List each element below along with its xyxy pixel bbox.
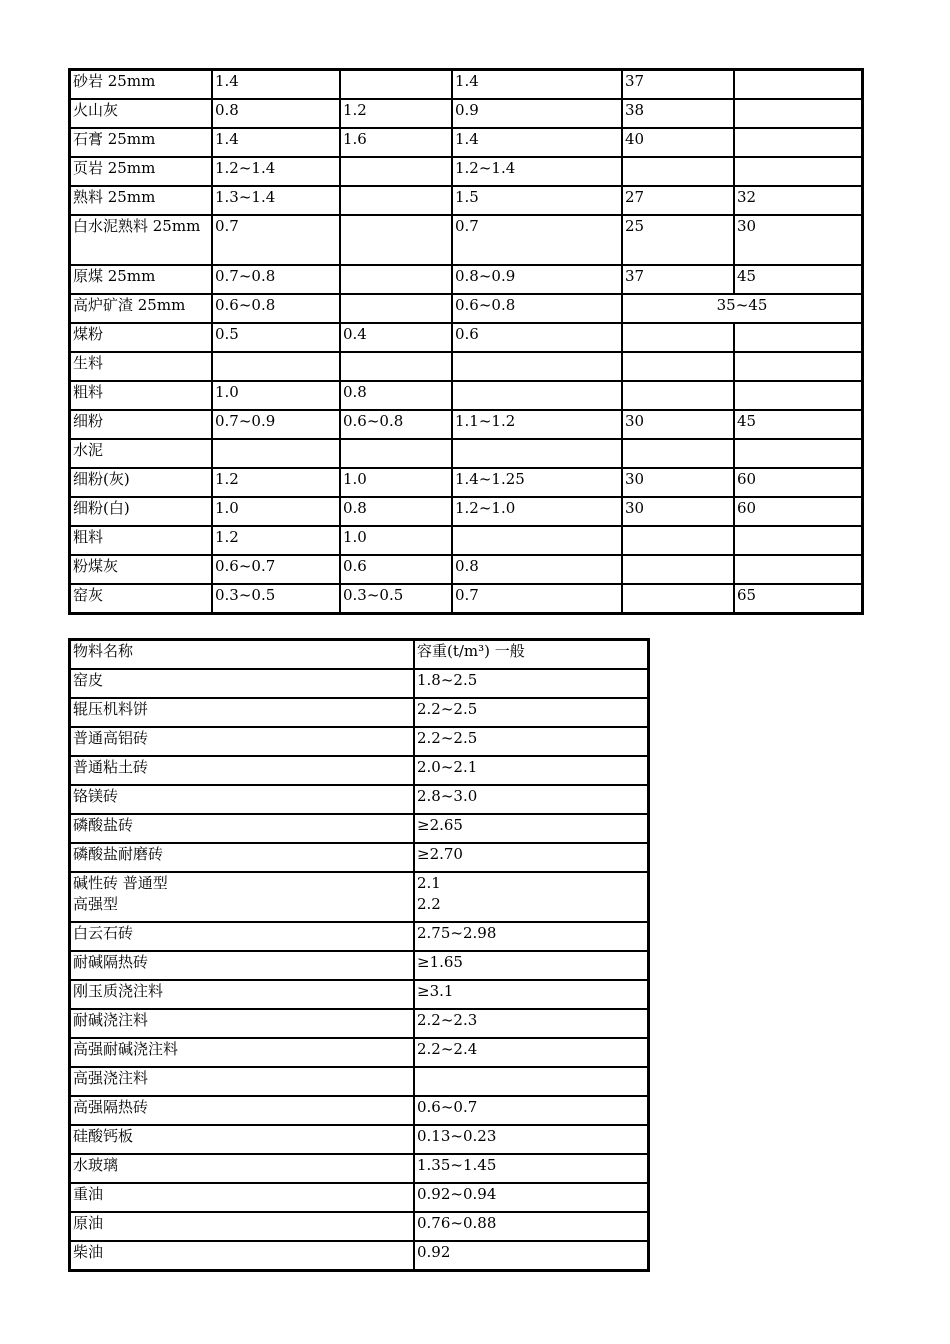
table-row	[70, 1096, 648, 1125]
table-row	[70, 1067, 648, 1096]
value-cell	[734, 128, 862, 157]
density-value: 2.2~2.5	[414, 698, 648, 727]
value-cell: 37	[622, 265, 734, 294]
value-cell: 1.0	[212, 497, 340, 526]
value-cell: 0.8	[340, 381, 452, 410]
table-row	[70, 381, 862, 410]
value-cell: 0.8	[452, 555, 622, 584]
value-cell: 1.0	[212, 381, 340, 410]
value-cell: 1.4	[212, 128, 340, 157]
column-header-density: 容重(t/m³) 一般	[414, 640, 648, 669]
value-cell: 0.8	[212, 99, 340, 128]
material-name: 重油	[70, 1183, 414, 1212]
value-cell	[622, 555, 734, 584]
value-cell: 1.4	[452, 128, 622, 157]
material-name: 细粉	[70, 410, 212, 439]
value-cell	[212, 439, 340, 468]
table-row	[70, 698, 648, 727]
table-row	[70, 1038, 648, 1067]
value-cell	[452, 439, 622, 468]
material-name: 普通粘土砖	[70, 756, 414, 785]
value-cell	[622, 381, 734, 410]
value-cell	[340, 265, 452, 294]
material-name: 高强隔热砖	[70, 1096, 414, 1125]
material-name: 硅酸钙板	[70, 1125, 414, 1154]
material-name: 火山灰	[70, 99, 212, 128]
value-cell: 0.7~0.8	[212, 265, 340, 294]
value-cell: 30	[622, 468, 734, 497]
value-cell: 1.3~1.4	[212, 186, 340, 215]
value-cell: 0.7	[452, 584, 622, 613]
material-name: 辊压机料饼	[70, 698, 414, 727]
density-value: 0.6~0.7	[414, 1096, 648, 1125]
table-row	[70, 439, 862, 468]
material-name: 粗料	[70, 526, 212, 555]
material-name: 细粉(白)	[70, 497, 212, 526]
table-row	[70, 814, 648, 843]
value-cell	[340, 352, 452, 381]
material-name: 磷酸盐耐磨砖	[70, 843, 414, 872]
value-cell: 60	[734, 497, 862, 526]
value-cell: 1.0	[340, 526, 452, 555]
material-name: 高炉矿渣 25mm	[70, 294, 212, 323]
table-row	[70, 669, 648, 698]
value-cell	[340, 157, 452, 186]
table-row	[70, 843, 648, 872]
density-value-line: 2.1	[417, 874, 441, 892]
density-value	[414, 872, 648, 922]
value-cell: 30	[734, 215, 862, 265]
material-name: 白云石砖	[70, 922, 414, 951]
value-cell	[622, 352, 734, 381]
density-value: 2.8~3.0	[414, 785, 648, 814]
value-cell: 0.6~0.7	[212, 555, 340, 584]
table-row	[70, 526, 862, 555]
table-row	[70, 352, 862, 381]
table-row	[70, 157, 862, 186]
value-cell	[734, 70, 862, 99]
value-cell	[622, 439, 734, 468]
value-cell: 45	[734, 265, 862, 294]
material-name: 水泥	[70, 439, 212, 468]
value-cell	[622, 584, 734, 613]
table-row	[70, 727, 648, 756]
table-row	[70, 756, 648, 785]
material-name: 柴油	[70, 1241, 414, 1270]
table-row	[70, 1212, 648, 1241]
table-row	[70, 186, 862, 215]
density-value: 2.2~2.4	[414, 1038, 648, 1067]
value-cell: 1.2~1.4	[212, 157, 340, 186]
table-row	[70, 980, 648, 1009]
density-value: 2.2~2.5	[414, 727, 648, 756]
table-row	[70, 584, 862, 613]
value-cell	[734, 526, 862, 555]
value-cell: 60	[734, 468, 862, 497]
value-cell: 0.4	[340, 323, 452, 352]
value-cell: 0.8~0.9	[452, 265, 622, 294]
table-row	[70, 1009, 648, 1038]
density-value	[414, 1067, 648, 1096]
value-cell	[452, 381, 622, 410]
value-cell	[340, 215, 452, 265]
table-row	[70, 265, 862, 294]
material-name: 页岩 25mm	[70, 157, 212, 186]
value-cell	[734, 157, 862, 186]
value-cell: 1.4~1.25	[452, 468, 622, 497]
value-cell: 1.4	[212, 70, 340, 99]
value-cell: 25	[622, 215, 734, 265]
material-name: 原油	[70, 1212, 414, 1241]
material-name: 铬镁砖	[70, 785, 414, 814]
material-name: 煤粉	[70, 323, 212, 352]
value-cell: 40	[622, 128, 734, 157]
material-name: 窑灰	[70, 584, 212, 613]
material-name: 原煤 25mm	[70, 265, 212, 294]
value-cell: 0.7~0.9	[212, 410, 340, 439]
value-cell: 1.1~1.2	[452, 410, 622, 439]
density-value: 2.2~2.3	[414, 1009, 648, 1038]
value-cell: 32	[734, 186, 862, 215]
density-value: 1.35~1.45	[414, 1154, 648, 1183]
material-name: 粗料	[70, 381, 212, 410]
table-row	[70, 468, 862, 497]
value-cell	[734, 99, 862, 128]
table-row	[70, 872, 648, 922]
value-cell: 0.6	[452, 323, 622, 352]
value-cell	[340, 439, 452, 468]
value-cell: 0.7	[212, 215, 340, 265]
value-cell	[734, 381, 862, 410]
value-cell: 30	[622, 497, 734, 526]
material-name: 粉煤灰	[70, 555, 212, 584]
value-cell: 0.7	[452, 215, 622, 265]
value-cell	[340, 186, 452, 215]
density-value-line: 2.2	[417, 895, 441, 913]
value-cell: 1.2~1.4	[452, 157, 622, 186]
value-cell: 1.2	[212, 526, 340, 555]
merged-value-cell: 35~45	[622, 294, 862, 323]
value-cell	[340, 70, 452, 99]
density-value: 0.76~0.88	[414, 1212, 648, 1241]
table-row	[70, 215, 862, 265]
material-name: 细粉(灰)	[70, 468, 212, 497]
value-cell	[212, 352, 340, 381]
density-value: ≥2.70	[414, 843, 648, 872]
density-value: 2.75~2.98	[414, 922, 648, 951]
density-value: ≥3.1	[414, 980, 648, 1009]
material-name	[70, 872, 414, 922]
table-row	[70, 1125, 648, 1154]
value-cell: 0.3~0.5	[340, 584, 452, 613]
table-row	[70, 922, 648, 951]
table-row	[70, 323, 862, 352]
value-cell: 1.4	[452, 70, 622, 99]
material-name: 白水泥熟料 25mm	[70, 215, 212, 265]
value-cell	[734, 439, 862, 468]
value-cell: 37	[622, 70, 734, 99]
value-cell: 0.5	[212, 323, 340, 352]
material-name: 窑皮	[70, 669, 414, 698]
value-cell: 1.2	[212, 468, 340, 497]
material-name: 普通高铝砖	[70, 727, 414, 756]
material-name: 砂岩 25mm	[70, 70, 212, 99]
density-value: 0.92	[414, 1241, 648, 1270]
refractory-density-table	[68, 638, 650, 1272]
table-row	[70, 128, 862, 157]
material-name: 耐碱隔热砖	[70, 951, 414, 980]
value-cell: 27	[622, 186, 734, 215]
table-row	[70, 99, 862, 128]
value-cell	[622, 157, 734, 186]
table-row	[70, 497, 862, 526]
value-cell: 0.6~0.8	[212, 294, 340, 323]
material-name: 石膏 25mm	[70, 128, 212, 157]
density-value: 0.13~0.23	[414, 1125, 648, 1154]
value-cell: 65	[734, 584, 862, 613]
table-row	[70, 1154, 648, 1183]
density-value: 0.92~0.94	[414, 1183, 648, 1212]
material-name-line: 高强型	[73, 895, 119, 913]
table-row	[70, 70, 862, 99]
table-row	[70, 1183, 648, 1212]
material-name: 高强浇注料	[70, 1067, 414, 1096]
table-row	[70, 951, 648, 980]
table-row	[70, 1241, 648, 1270]
bulk-density-table	[68, 68, 864, 615]
value-cell: 0.9	[452, 99, 622, 128]
value-cell	[734, 555, 862, 584]
value-cell	[622, 323, 734, 352]
material-name: 水玻璃	[70, 1154, 414, 1183]
value-cell: 0.6~0.8	[340, 410, 452, 439]
value-cell	[734, 323, 862, 352]
value-cell: 30	[622, 410, 734, 439]
column-header-material: 物料名称	[70, 640, 414, 669]
density-value: ≥2.65	[414, 814, 648, 843]
value-cell: 1.2~1.0	[452, 497, 622, 526]
value-cell: 1.2	[340, 99, 452, 128]
material-name: 高强耐碱浇注料	[70, 1038, 414, 1067]
value-cell	[340, 294, 452, 323]
value-cell	[734, 352, 862, 381]
material-name-line: 碱性砖 普通型	[73, 874, 168, 892]
table-row	[70, 555, 862, 584]
density-value: ≥1.65	[414, 951, 648, 980]
table-header-row	[70, 640, 648, 669]
value-cell: 0.3~0.5	[212, 584, 340, 613]
value-cell	[452, 526, 622, 555]
material-name: 生料	[70, 352, 212, 381]
value-cell: 1.0	[340, 468, 452, 497]
value-cell: 38	[622, 99, 734, 128]
value-cell: 1.6	[340, 128, 452, 157]
density-value: 2.0~2.1	[414, 756, 648, 785]
table-row	[70, 294, 862, 323]
table-row	[70, 410, 862, 439]
material-name: 耐碱浇注料	[70, 1009, 414, 1038]
material-name: 刚玉质浇注料	[70, 980, 414, 1009]
material-name: 熟料 25mm	[70, 186, 212, 215]
table-row	[70, 785, 648, 814]
value-cell: 0.6	[340, 555, 452, 584]
density-value: 1.8~2.5	[414, 669, 648, 698]
material-name: 磷酸盐砖	[70, 814, 414, 843]
value-cell: 0.6~0.8	[452, 294, 622, 323]
value-cell: 45	[734, 410, 862, 439]
value-cell: 0.8	[340, 497, 452, 526]
value-cell	[452, 352, 622, 381]
value-cell: 1.5	[452, 186, 622, 215]
value-cell	[622, 526, 734, 555]
